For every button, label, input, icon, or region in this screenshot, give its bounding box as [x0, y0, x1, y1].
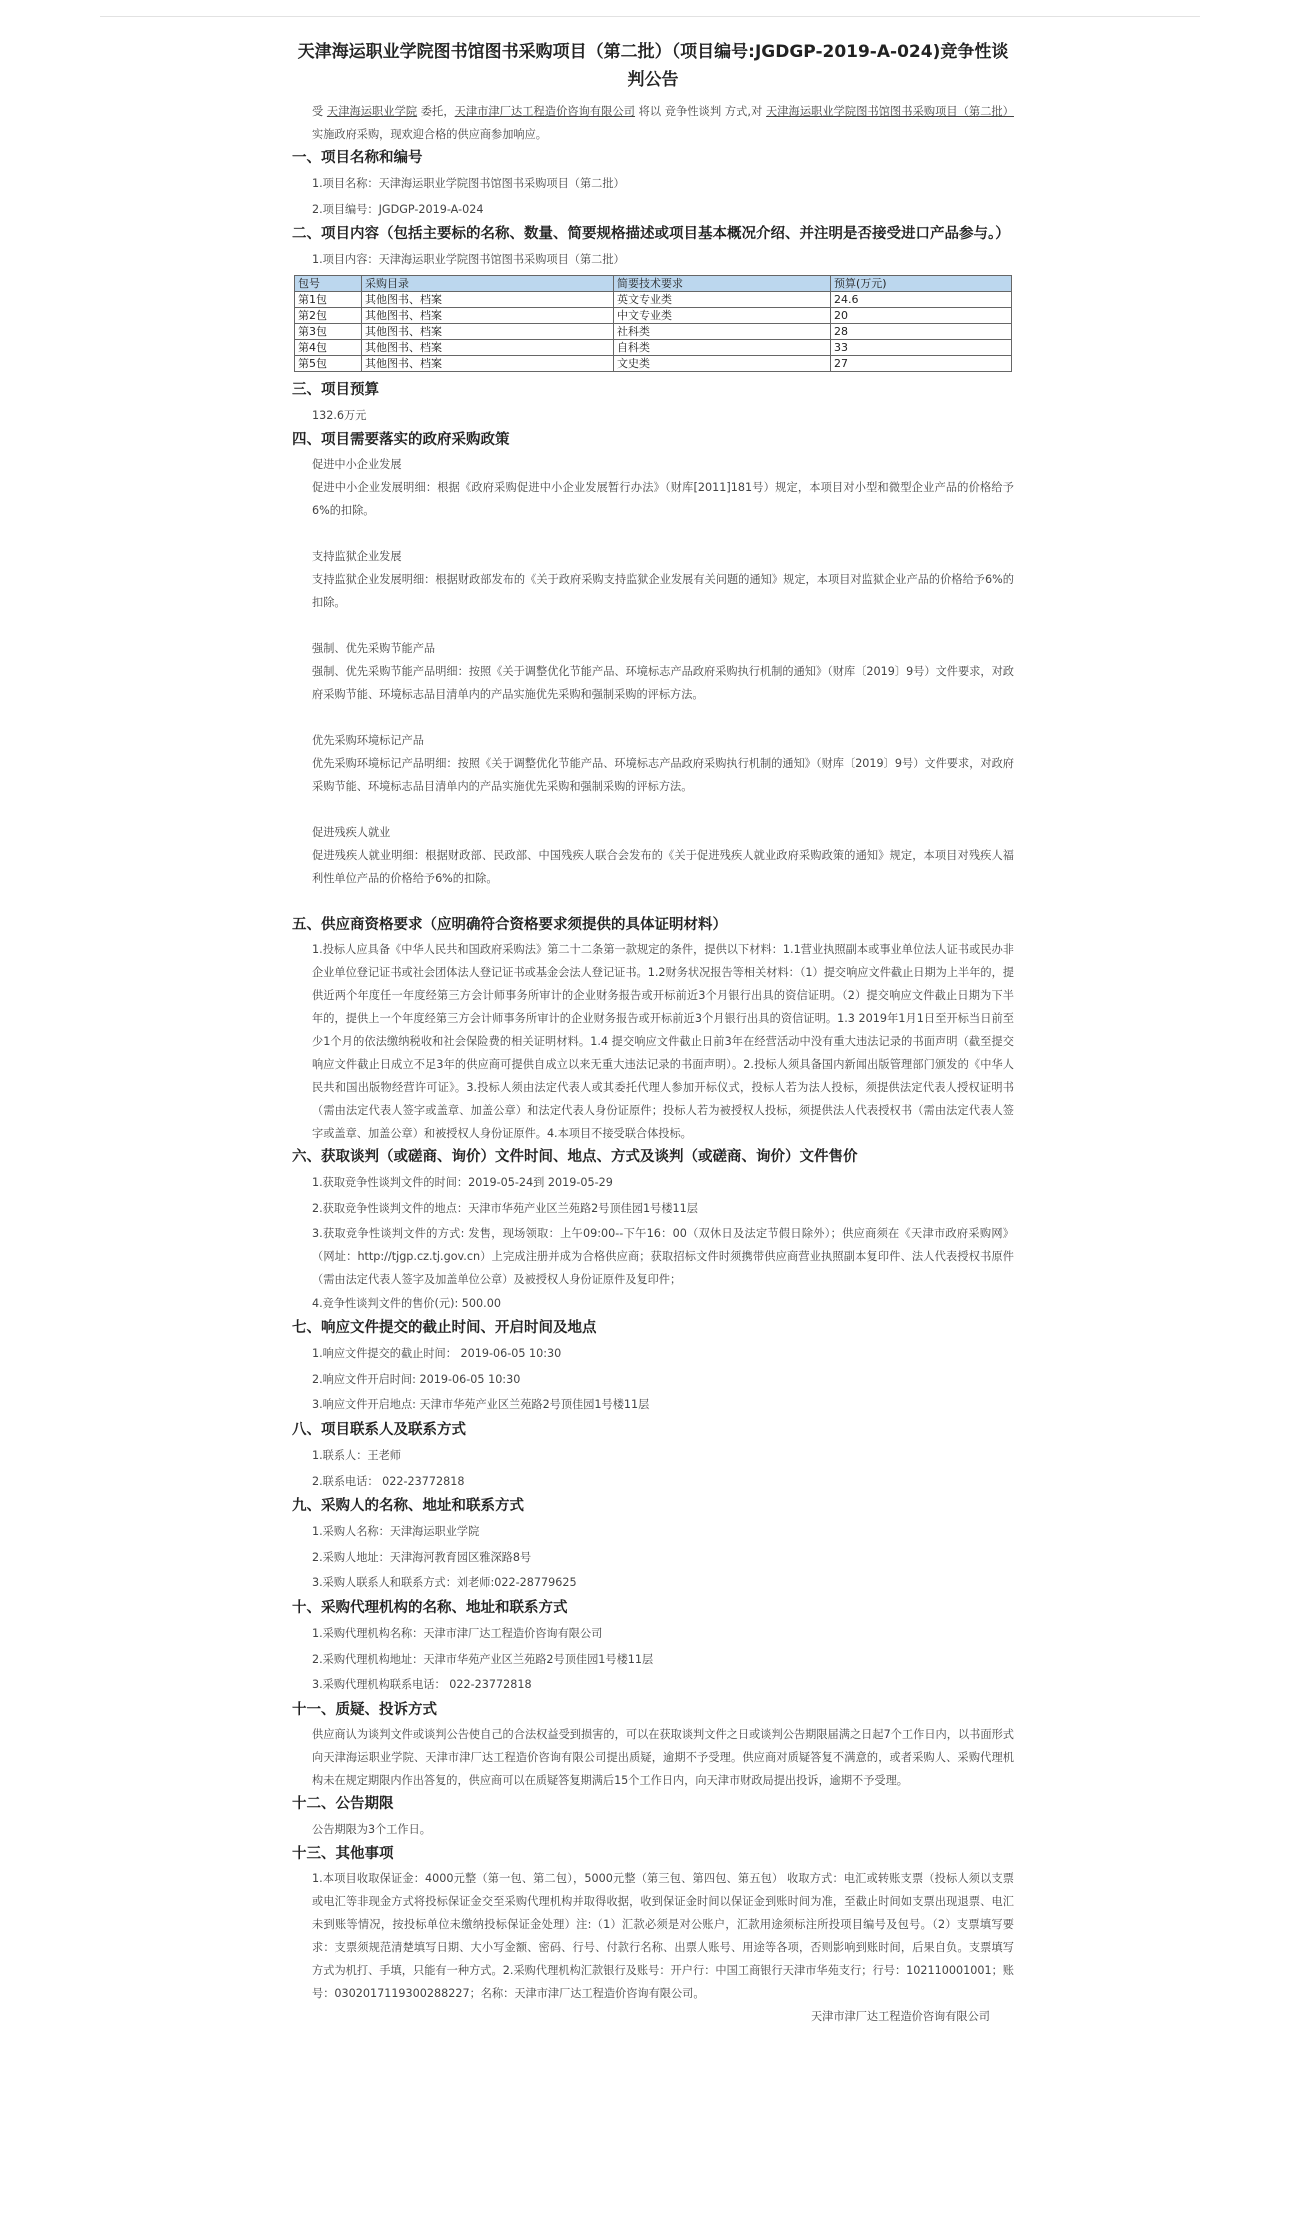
column-header: 包号 [295, 275, 362, 291]
doc-time: 1.获取竞争性谈判文件的时间：2019-05-24到 2019-05-29 [312, 1176, 613, 1190]
signature: 天津市津厂达工程造价咨询有限公司 [810, 2010, 990, 2024]
section-4-heading: 四、项目需要落实的政府采购政策 [292, 432, 510, 449]
project-number: 2.项目编号：JGDGP-2019-A-024 [312, 202, 484, 216]
policy-title: 促进中小企业发展 [312, 458, 402, 472]
qualification-body: 1.投标人应具备《中华人民共和国政府采购法》第二十二条第一款规定的条件，提供以下材料：1.1营业执照副本或事业单位法人证书或民办非企业单位登记证书或社会团体法人登记证书或基金会法人登记证书。1.2财务状况报告等相关材料：（1）提交响应文件截止日期为上半年的，提供近两个年度任一年度经第三方会计师事务所审计的企业财务报告或开标前近3个月银行出具的资信证明。（2）提交响应文件截止日期为下半年的，提供上一个年度经第三方会计师事务所审计的企业财务报告或开标前近3个月银行出具的资信证明。1.3 2019年1月1日至开标当日前至少1个月的依法缴纳税收和社会保险费的相关证明材料。1.4 提交响应文件截止日前3年在经营活动中没有重大违法记录的书面声明（截至提交响应文件截止日成立不足3年的供应商可提供自成立以来无重大违法记录的书面声明）。2.投标人须具备国内新闻出版管理部门颁发的《中华人民共和国出版物经营许可证》。3.投标人须由法定代表人或其委托代理人参加开标仪式，投标人若为法人投标，须提供法定代表人授权证明书（需由法定代表人签字或盖章、加盖公章）和法定代表人身份证原件；投标人若为被授权人投标，须提供法人代表授权书（需由法定代表人签字或盖章、加盖公章）和被授权人身份证原件。4.本项目不接受联合体投标。 [312, 943, 1014, 1141]
other-matters-body: 1.本项目收取保证金：4000元整（第一包、第二包），5000元整（第三包、第四包、第五包） 收取方式：电汇或转账支票（投标人须以支票或电汇等非现金方式将投标保证金交至采购代理机构并取得收据，收到保证金时间以保证金到账时间为准，至截止时间如支票出现退票、电汇未到账等情况，按投标单位未缴纳投标保证金处理）注:（1）汇款必须是对公账户，汇款用途须标注所投项目编号及包号。（2）支票填写要求：支票须规范清楚填写日期、大小写金额、密码、行号、付款行名称、出票人账号、用途等各项，否则影响到账时间，后果自负。支票填写方式为机打、手填，只能有一种方式。2.采购代理机构汇款银行及账号：开户行：中国工商银行天津市华苑支行；行号：102110001001；账号：0302017119300288227；名称：天津市津厂达工程造价咨询有限公司。 [312, 1872, 1014, 2001]
doc-place: 2.获取竞争性谈判文件的地点：天津市华苑产业区兰苑路2号顶佳园1号楼11层 [312, 1201, 698, 1215]
announcement-article [292, 38, 1014, 2028]
contact-phone: 2.联系电话： 022-23772818 [312, 1474, 465, 1488]
column-header: 预算(万元) [831, 275, 1012, 291]
section-10-heading: 十、采购代理机构的名称、地址和联系方式 [292, 1599, 568, 1616]
section-12-heading: 十二、公告期限 [292, 1795, 394, 1812]
section-3-heading: 三、项目预算 [292, 381, 379, 398]
policy-detail: 促进中小企业发展明细：根据《政府采购促进中小企业发展暂行办法》（财库[2011]181号）规定，本项目对小型和微型企业产品的价格给予6%的扣除。 [312, 481, 1014, 518]
purchaser-name: 1.采购人名称：天津海运职业学院 [312, 1525, 480, 1539]
table-row: 第4包 其他图书、档案 自科类 33 [295, 339, 1012, 355]
section-8-heading: 八、项目联系人及联系方式 [292, 1421, 466, 1438]
opening-time: 2.响应文件开启时间: 2019-06-05 10:30 [312, 1372, 521, 1386]
notice-period: 公告期限为3个工作日。 [312, 1822, 431, 1836]
table-row: 第5包 其他图书、档案 文史类 27 [295, 355, 1012, 371]
section-6-heading: 六、获取谈判（或磋商、询价）文件时间、地点、方式及谈判（或磋商、询价）文件售价 [292, 1149, 858, 1166]
page-title: 天津海运职业学院图书馆图书采购项目（第二批）（项目编号:JGDGP-2019-A-024)竞争性谈判公告 [297, 42, 1009, 90]
intro-paragraph: 受 天津海运职业学院 委托，天津市津厂达工程造价咨询有限公司 将以 竞争性谈判 方式,对 天津海运职业学院图书馆图书采购项目（第二批） 实施政府采购，现欢迎合格的供应商参加响应。 [312, 105, 1014, 141]
opening-place: 3.响应文件开启地点: 天津市华苑产业区兰苑路2号顶佳园1号楼11层 [312, 1398, 650, 1412]
purchaser-contact: 3.采购人联系人和联系方式：刘老师:022-28779625 [312, 1576, 577, 1590]
column-header: 采购目录 [362, 275, 614, 291]
package-table [294, 275, 1012, 372]
project-content: 1.项目内容：天津海运职业学院图书馆图书采购项目（第二批） [312, 253, 625, 267]
contact-person: 1.联系人：王老师 [312, 1448, 401, 1462]
section-11-heading: 十一、质疑、投诉方式 [292, 1701, 437, 1718]
column-header: 简要技术要求 [614, 275, 831, 291]
section-13-heading: 十三、其他事项 [292, 1846, 394, 1863]
doc-price: 4.竞争性谈判文件的售价(元): 500.00 [312, 1296, 501, 1310]
agency-link[interactable]: 天津市津厂达工程造价咨询有限公司 [454, 105, 636, 118]
table-row: 第3包 其他图书、档案 社科类 28 [295, 323, 1012, 339]
budget-value: 132.6万元 [312, 408, 367, 422]
doc-method: 3.获取竞争性谈判文件的方式: 发售，现场领取：上午09:00--下午16：00（双休日及法定节假日除外）；供应商须在《天津市政府采购网》（网址：http://tjgp.cz.tj.gov.cn）上完成注册并成为合格供应商；获取招标文件时须携带供应商营业执照副本复印件、法人代表授权书原件（需由法定代表人签字及加盖单位公章）及被授权人身份证原件及复印件； [312, 1226, 1014, 1286]
agency-phone: 3.采购代理机构联系电话： 022-23772818 [312, 1678, 532, 1692]
table-row: 第2包 其他图书、档案 中文专业类 20 [295, 307, 1012, 323]
table-row: 第1包 其他图书、档案 英文专业类 24.6 [295, 291, 1012, 307]
complaint-body: 供应商认为谈判文件或谈判公告使自己的合法权益受到损害的，可以在获取谈判文件之日或谈判公告期限届满之日起7个工作日内，以书面形式向天津海运职业学院、天津市津厂达工程造价咨询有限公司提出质疑，逾期不予受理。供应商对质疑答复不满意的，或者采购人、采购代理机构未在规定期限内作出答复的，供应商可以在质疑答复期满后15个工作日内，向天津市财政局提出投诉，逾期不予受理。 [312, 1727, 1014, 1787]
project-name: 1.项目名称：天津海运职业学院图书馆图书采购项目（第二批） [312, 177, 625, 190]
section-1-heading: 一、项目名称和编号 [292, 150, 423, 166]
agency-address: 2.采购代理机构地址：天津市华苑产业区兰苑路2号顶佳园1号楼11层 [312, 1652, 654, 1666]
section-2-heading: 二、项目内容（包括主要标的名称、数量、简要规格描述或项目基本概况介绍、并注明是否接受进口产品参与。） [292, 226, 1010, 243]
section-5-heading: 五、供应商资格要求（应明确符合资格要求须提供的具体证明材料） [292, 917, 727, 934]
policy-title: 优先采购环境标记产品 [312, 734, 424, 748]
project-link[interactable]: 天津海运职业学院图书馆图书采购项目（第二批） [766, 105, 1014, 118]
policy-title: 支持监狱企业发展 [312, 550, 402, 564]
table-header-row [295, 275, 1012, 291]
deadline: 1.响应文件提交的截止时间： 2019-06-05 10:30 [312, 1347, 562, 1361]
policy-detail: 优先采购环境标记产品明细：按照《关于调整优化节能产品、环境标志产品政府采购执行机制的通知》（财库〔2019〕9号）文件要求，对政府采购节能、环境标志品目清单内的产品实施优先采购和强制采购的评标方法。 [312, 757, 1014, 794]
purchaser-address: 2.采购人地址：天津海河教育园区雅深路8号 [312, 1550, 532, 1564]
agency-name: 1.采购代理机构名称：天津市津厂达工程造价咨询有限公司 [312, 1626, 603, 1640]
policy-detail: 支持监狱企业发展明细：根据财政部发布的《关于政府采购支持监狱企业发展有关问题的通知》规定，本项目对监狱企业产品的价格给予6%的扣除。 [312, 573, 1014, 610]
policy-detail: 促进残疾人就业明细：根据财政部、民政部、中国残疾人联合会发布的《关于促进残疾人就业政府采购政策的通知》规定，本项目对残疾人福利性单位产品的价格给予6%的扣除。 [312, 849, 1014, 886]
section-7-heading: 七、响应文件提交的截止时间、开启时间及地点 [292, 1320, 597, 1337]
policy-detail: 强制、优先采购节能产品明细：按照《关于调整优化节能产品、环境标志产品政府采购执行机制的通知》（财库〔2019〕9号）文件要求，对政府采购节能、环境标志品目清单内的产品实施优先采购和强制采购的评标方法。 [312, 665, 1014, 702]
policy-title: 促进残疾人就业 [312, 826, 391, 840]
section-9-heading: 九、采购人的名称、地址和联系方式 [292, 1498, 524, 1515]
top-divider [100, 16, 1200, 17]
purchaser-link[interactable]: 天津海运职业学院 [326, 105, 418, 118]
policy-title: 强制、优先采购节能产品 [312, 642, 436, 656]
